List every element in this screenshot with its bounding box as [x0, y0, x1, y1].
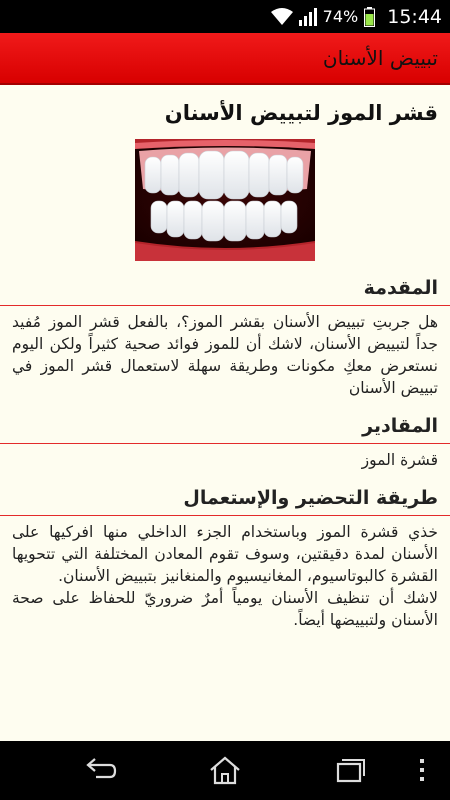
section-heading-ingredients: المقادير	[362, 415, 438, 437]
wifi-icon	[271, 8, 293, 26]
status-bar	[0, 0, 450, 33]
section-text-method: خذي قشرة الموز وباستخدام الجزء الداخلي منها افركيها على الأسنان لمدة دقيقتين، وسوف تقوم المعادن المختلفة التي تتحويها القشرة كالبوتاسيوم، المغانيسيوم والمنغانيز بتبييض الأسنان. لاشك أن تنظيف الأسنان يومياً أمرٌ ضروريّ للحفاظ على صحة الأسنان ولتبييضها أيضاً.	[12, 523, 438, 629]
clock: 15:44	[387, 5, 442, 28]
action-bar	[0, 33, 450, 85]
teeth-smile-image	[135, 139, 315, 261]
recent-apps-icon[interactable]	[332, 755, 368, 785]
battery-icon	[364, 7, 375, 27]
article-title: قشر الموز لتبييض الأسنان	[164, 101, 438, 125]
section-text-ingredients: قشرة الموز	[361, 451, 438, 469]
back-icon[interactable]	[82, 755, 118, 785]
section-heading-method: طريقة التحضير والإستعمال	[183, 487, 438, 509]
section-text-intro: هل جربتِ تبييض الأسنان بقشر الموز؟، بالفعل قشر الموز مُفيد جداً لتبييض الأسنان، لاشك أن للموز فوائد صحية كثيراً ولكن اليوم نستعرض معكِ مكونات وطريقة سهلة لاستعمال قشر الموز في تبييض الأسنان	[12, 313, 438, 397]
app-title: تبييض الأسنان	[322, 46, 438, 70]
overflow-menu-icon[interactable]	[414, 755, 430, 785]
article-content[interactable]	[0, 85, 450, 741]
battery-percent: 74%	[322, 7, 359, 26]
section-divider	[0, 515, 450, 516]
section-heading-intro: المقدمة	[363, 277, 438, 299]
section-divider	[0, 305, 450, 306]
navigation-bar	[0, 741, 450, 800]
signal-icon	[299, 8, 317, 26]
status-icons	[271, 0, 442, 33]
section-divider	[0, 443, 450, 444]
home-icon[interactable]	[207, 755, 243, 785]
